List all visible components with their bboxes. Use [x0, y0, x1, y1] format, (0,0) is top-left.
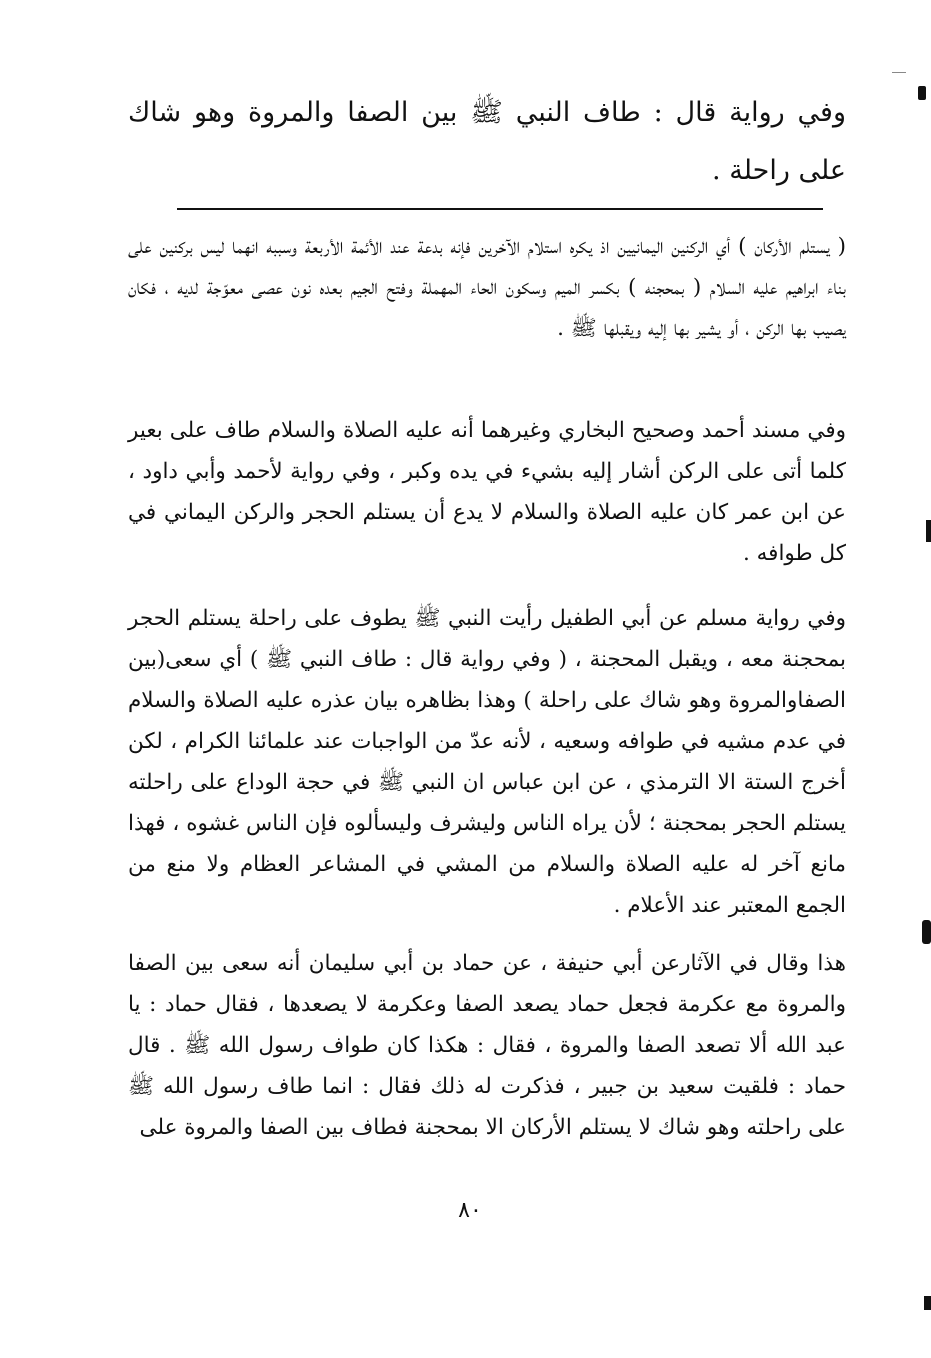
footnote-separator — [177, 208, 823, 210]
scan-mark — [926, 520, 931, 542]
scan-mark — [918, 86, 926, 100]
scan-mark — [922, 920, 931, 944]
commentary-paragraph: وفي مسند أحمد وصحيح البخاري وغيرهما أنه عليه الصلاة والسلام طاف على بعير كلما أتى على الركن أشار إليه بشيء في يده وكبر ، وفي رواية لأحمد وأبي داود ، عن ابن عمر كان عليه الصلاة والسلام لا يدع أن يستلم الحجر والركن اليماني في كل طوافه . — [128, 418, 846, 566]
commentary-paragraph: هذا وقال في الآثارعن أبي حنيفة ، عن حماد بن أبي سليمان أنه سعى بين الصفا والمروة مع عكرمة فجعل حماد يصعد الصفا وعكرمة لا يصعدها ، فقال حماد : يا عبد الله ألا تصعد الصفا والمروة ، فقال : هكذا كان طواف رسول الله ﷺ . قال حماد : فلقيت سعيد بن جبير ، فذكرت له ذلك فقال : انما طاف رسول الله ﷺ على راحلته وهو شاك لا يستلم الأركان الا بمحجنة فطاف بين الصفا والمروة على — [128, 951, 846, 1140]
commentary-paragraph: وفي رواية مسلم عن أبي الطفيل رأيت النبي ﷺ يطوف على راحلة يستلم الحجر بمحجنة معه ، ويقبل المحجنة ، ( وفي رواية قال : طاف النبي ﷺ ) أي سعى(بين الصفاوالمروة وهو شاك على راحلة ) وهذا بظاهره بيان عذره عليه الصلاة والسلام في عدم مشيه في طوافه وسعيه ، لأنه عدّ من الواجبات عند علمائنا الكرام ، لكن أخرج الستة الا الترمذي ، عن ابن عباس ان النبي ﷺ في حجة الوداع على راحلته يستلم الحجر بمحجنة ؛ لأن يراه الناس وليشرف وليسألوه فإن الناس غشوه ، فهذا مانع آخر له عليه الصلاة والسلام من المشي في المشاعر العظام ولا منع من الجمع المعتبر عند الأعلام . — [128, 606, 846, 918]
scan-mark — [924, 1296, 931, 1310]
scan-mark — [892, 72, 906, 73]
page-number: ٨٠ — [458, 1198, 482, 1223]
commentary-paragraph: ( يستلم الأركان ) أي الركنين اليمانيين اذ يكره استلام الآخرين فإنه بدعة عند الأئمة الأربعة وسببه انهما ليس بركنين على بناء ابراهيم عليه السلام ( بمحجنه ) بكسر الميم وسكون الحاء المهملة وفتح الجيم بعده نون عصى معوّجة لديه ، فكان يصيب بها الركن ، أو يشير بها إليه ويقبلها ﷺ . — [128, 234, 846, 341]
main-text-paragraph: وفي رواية قال : طاف النبي ﷺ بين الصفا والمروة وهو شاك على راحلة . — [128, 97, 846, 186]
